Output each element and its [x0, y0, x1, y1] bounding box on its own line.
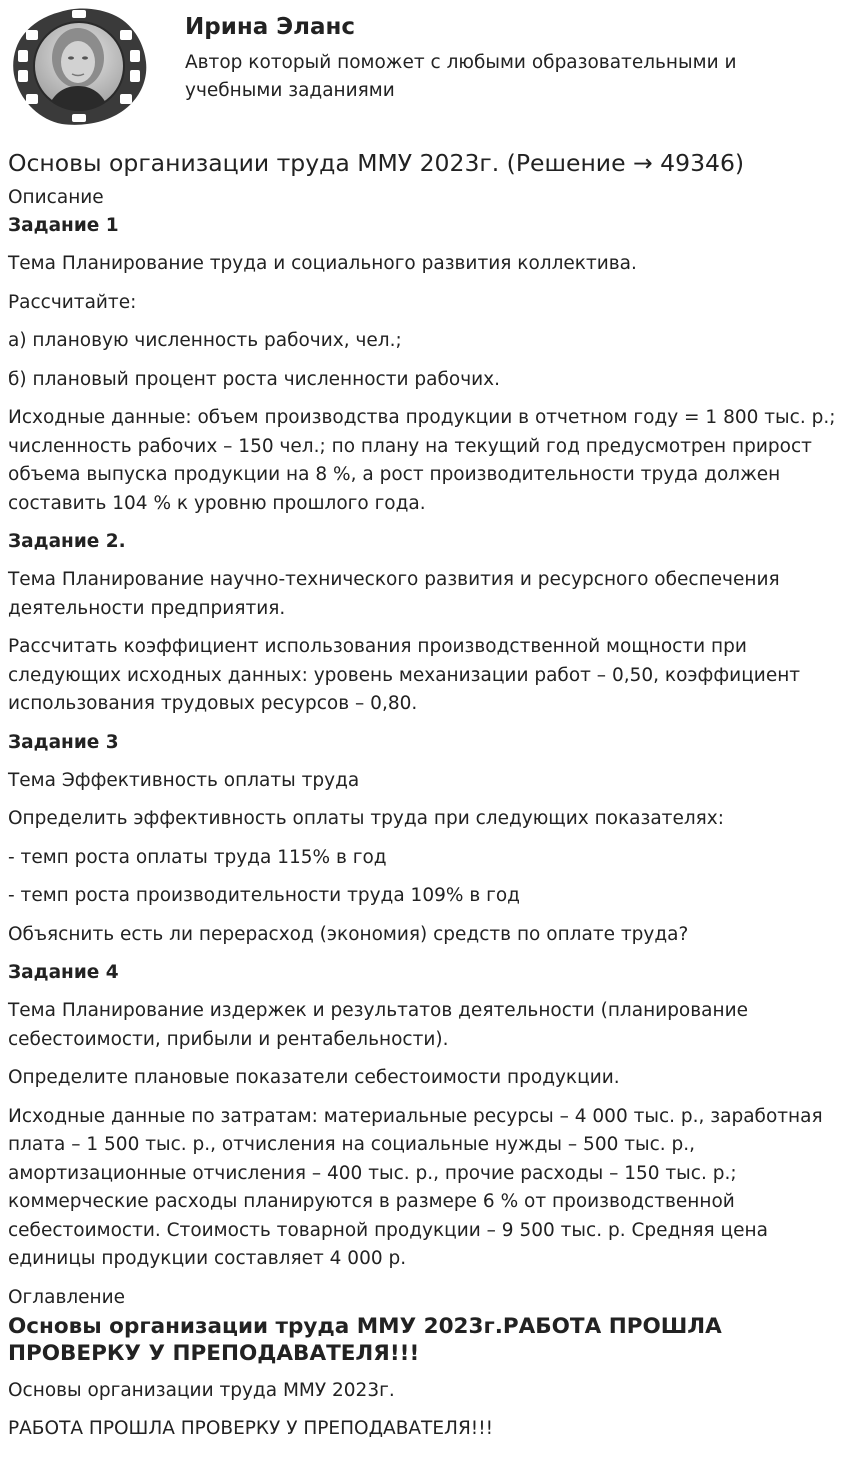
toc-line: РАБОТА ПРОШЛА ПРОВЕРКУ У ПРЕПОДАВАТЕЛЯ!!! — [8, 1418, 494, 1439]
task-1-paragraph: б) плановый процент роста численности рабочих. — [8, 368, 500, 390]
toc-title: Основы организации труда ММУ 2023г.РАБОТА ПРОШЛА ПРОВЕРКУ У ПРЕПОДАВАТЕЛЯ!!! — [8, 1313, 722, 1366]
task-3-heading: Задание 3 — [8, 731, 119, 753]
task-4-heading: Задание 4 — [8, 962, 119, 983]
task-3-paragraph: - темп роста производительности труда 109% в год — [8, 885, 520, 906]
task-1-paragraph: а) плановую численность рабочих, чел.; — [8, 330, 402, 351]
toc-label: Оглавление — [8, 1286, 126, 1308]
task-4-paragraph: Определите плановые показатели себестоимости продукции. — [8, 1067, 620, 1088]
document-title: Основы организации труда ММУ 2023г. (Решение → 49346) — [8, 149, 745, 177]
task-1-paragraph: Исходные данные: объем производства продукции в отчетном году = 1 800 тыс. р.; численность рабочих – 150 чел.; по плану на текущий год предусмотрен прирост объема выпуска продукции на 8 %, а рост производительности труда должен составить 104 % к уровню прошлого года. — [8, 407, 836, 514]
document-content — [8, 146, 840, 1454]
toc-line: Основы организации труда ММУ 2023г. — [8, 1379, 395, 1401]
author-description: Автор который поможет с любыми образовательными и учебными заданиями — [185, 52, 737, 101]
task-4-paragraph: Исходные данные по затратам: материальные ресурсы – 4 000 тыс. р., заработная плата – 1 500 тыс. р., отчисления на социальные нужды – 500 тыс. р., амортизационные отчисления – 400 тыс. р., прочие расходы – 150 тыс. р.; коммерческие расходы планируются в размере 6 % от производственной себестоимости. Стоимость товарной продукции – 9 500 тыс. р. Средняя цена единицы продукции составляет 4 000 р. — [8, 1105, 823, 1269]
task-3-paragraph: Определить эффективность оплаты труда при следующих показателях: — [8, 808, 724, 829]
task-3-paragraph: Объяснить есть ли перерасход (экономия) средств по оплате труда? — [8, 923, 689, 945]
task-3-paragraph: Тема Эффективность оплаты труда — [8, 769, 360, 791]
task-2-paragraph: Тема Планирование научно-технического развития и ресурсного обеспечения деятельности предприятия. — [8, 569, 780, 619]
task-3-paragraph: - темп роста оплаты труда 115% в год — [8, 846, 387, 868]
task-1-paragraph: Рассчитайте: — [8, 291, 137, 313]
author-name[interactable]: Ирина Эланс — [185, 14, 356, 40]
task-4-paragraph: Тема Планирование издержек и результатов деятельности (планирование себестоимости, прибыли и рентабельности). — [8, 1000, 748, 1050]
author-avatar[interactable] — [6, 6, 152, 126]
task-1-heading: Задание 1 — [8, 215, 119, 236]
task-2-heading: Задание 2. — [8, 531, 126, 552]
avatar-film-frame-icon — [6, 6, 152, 126]
task-2-paragraph: Рассчитать коэффициент использования производственной мощности при следующих исходных данных: уровень механизации работ – 0,50, коэффициент использования трудовых ресурсов – 0,80. — [8, 636, 801, 714]
task-1-paragraph: Тема Планирование труда и социального развития коллектива. — [8, 253, 637, 274]
description-label: Описание — [8, 187, 104, 208]
author-header — [0, 0, 847, 135]
